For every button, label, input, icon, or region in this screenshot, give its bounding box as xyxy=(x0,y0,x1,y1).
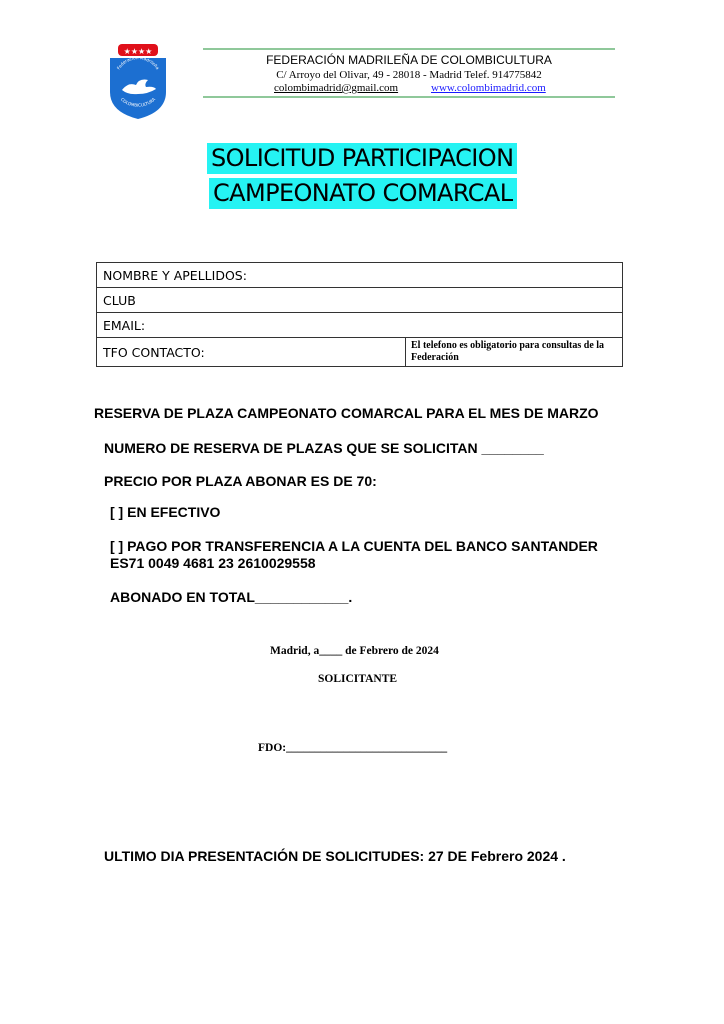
logo-text-bottom: COLOMBICULTURA xyxy=(119,96,157,108)
organization-email-link[interactable]: colombimadrid@gmail.com xyxy=(274,82,399,94)
page-title-line-2: CAMPEONATO COMARCAL xyxy=(209,178,517,209)
signature-field[interactable] xyxy=(258,742,447,754)
submission-deadline: ULTIMO DIA PRESENTACIÓN DE SOLICITUDES: 27 DE Febrero 2024 . xyxy=(104,848,566,864)
name-field-label[interactable]: NOMBRE Y APELLIDOS: xyxy=(97,263,623,288)
page-title-line-1: SOLICITUD PARTICIPACION xyxy=(207,143,517,174)
email-row xyxy=(97,313,623,338)
bank-account-number: ES71 0049 4681 23 2610029558 xyxy=(110,555,316,571)
cash-payment-option[interactable]: [ ] EN EFECTIVO xyxy=(110,504,221,520)
places-requested-line: NUMERO DE RESERVA DE PLAZAS QUE SE SOLICITAN ________ xyxy=(104,440,544,456)
phone-field-label[interactable]: TFO CONTACTO: xyxy=(97,338,406,367)
phone-row xyxy=(97,338,623,367)
phone-required-note: El telefono es obligatorio para consultas de la Federación xyxy=(406,338,623,367)
logo-text-top: Federación Madrileña xyxy=(115,55,161,71)
email-field-label[interactable]: EMAIL: xyxy=(97,313,623,338)
organization-website-link[interactable]: www.colombimadrid.com xyxy=(431,82,546,94)
header-rule-bottom xyxy=(203,96,615,98)
federation-logo xyxy=(106,42,170,120)
header-rule-top xyxy=(203,48,615,50)
stars-crown-icon xyxy=(118,44,158,56)
total-paid-line: ABONADO EN TOTAL____________. xyxy=(110,589,353,605)
organization-address: C/ Arroyo del Olivar, 49 - 28018 - Madrid Telef. 914775842 xyxy=(276,69,542,81)
place-and-date: Madrid, a____ de Febrero de 2024 xyxy=(270,645,439,657)
organization-name: FEDERACIÓN MADRILEÑA DE COLOMBICULTURA xyxy=(266,53,552,67)
applicant-form-table xyxy=(96,262,623,367)
club-row xyxy=(97,288,623,313)
signature-label: FDO: xyxy=(258,742,287,754)
svg-text:★★★★: ★★★★ xyxy=(123,47,153,56)
price-per-place-line: PRECIO POR PLAZA ABONAR ES DE 70: xyxy=(104,473,377,489)
transfer-payment-option[interactable]: [ ] PAGO POR TRANSFERENCIA A LA CUENTA DEL BANCO SANTANDER xyxy=(110,538,598,554)
signature-line: ____________________________ xyxy=(286,742,448,754)
reservation-heading: RESERVA DE PLAZA CAMPEONATO COMARCAL PARA EL MES DE MARZO xyxy=(94,405,599,421)
applicant-label: SOLICITANTE xyxy=(318,673,398,685)
name-row xyxy=(97,263,623,288)
club-field-label[interactable]: CLUB xyxy=(97,288,623,313)
